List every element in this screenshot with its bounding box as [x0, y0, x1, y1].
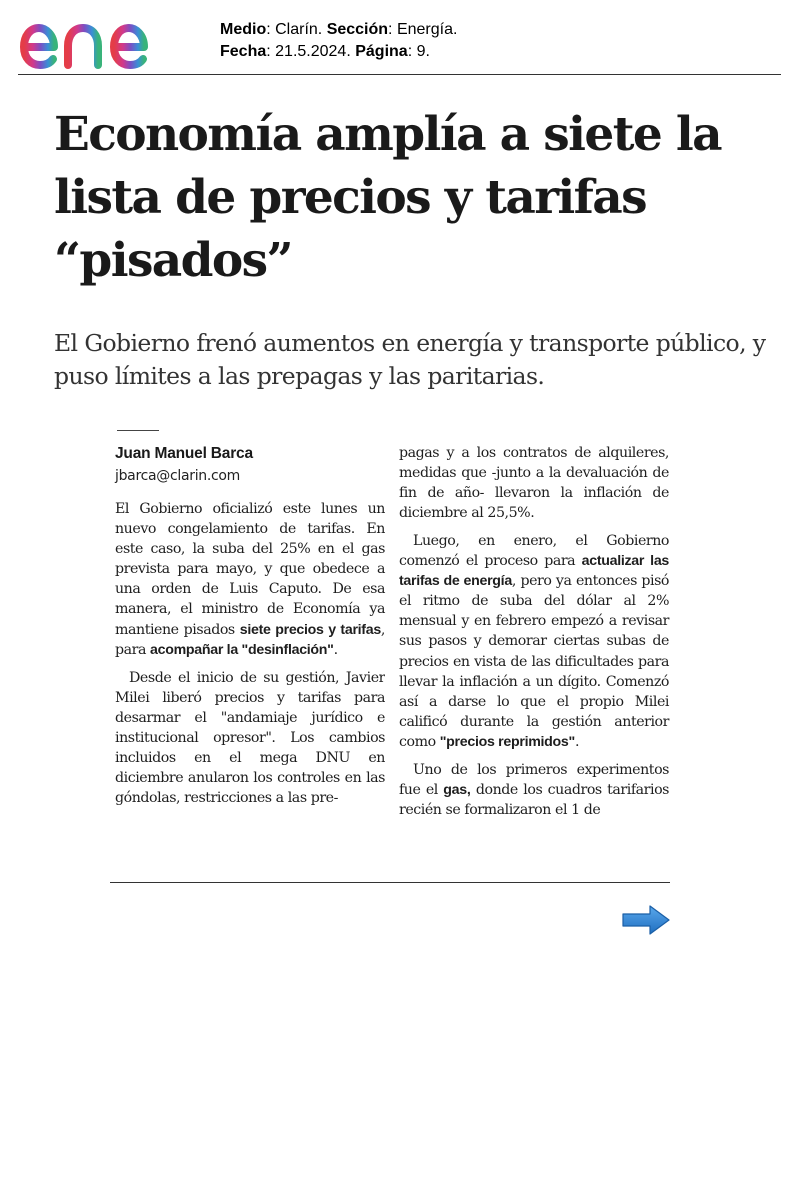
pagina-label: Página: [355, 43, 408, 60]
byline-rule: [117, 430, 159, 431]
article-subhead: El Gobierno frenó aumentos en energía y transporte público, y puso límites a las prepagas y las paritarias.: [54, 329, 766, 390]
article-column-2: [399, 443, 669, 820]
p2-continued-text: pagas y a los contratos de alquileres, medidas que -junto a la devaluación de fin de año- llevaron la inflación de diciembre al 25,5%.: [399, 445, 669, 522]
paragraph-3: [399, 531, 669, 752]
p4-text-c: donde los cuadros tarifarios recién se formalizaron el 1 de: [399, 782, 669, 819]
author-name: Juan Manuel Barca: [115, 445, 253, 462]
p1-highlight-siete-precios: siete precios y tarifas: [239, 621, 381, 638]
paragraph-2: Desde el inicio de su gestión, Javier Milei liberó precios y tarifas para desarmar el "andamiaje jurídico e institucional opresor". Los cambios incluidos en el mega DNU en diciembre anularon los controles en las góndolas, restricciones a las pre-: [115, 669, 385, 807]
medio-label: Medio: [220, 21, 267, 38]
meta-line-2: [220, 41, 457, 63]
p3-highlight-precios-reprimidos: "precios reprimidos": [439, 733, 575, 750]
article-column-1: [115, 443, 385, 830]
enel-logo: [18, 6, 190, 72]
p1-highlight-desinflacion: acompañar la "desinflación": [150, 641, 334, 658]
article-bottom-divider: [110, 882, 670, 883]
p3-text-c: , pero ya entonces pisó el ritmo de suba del dólar al 2% mensual y en febrero empezó a revisar sus pasos y demorar ciertas subas de precios en vista de las dificultades para llevar la inflación a un dígito. Comenzó así a darse lo que el propio Milei calificó durante la gestión anterior como: [399, 573, 670, 750]
article-headline: Economía amplía a siete la lista de precios y tarifas “pisados”: [54, 107, 722, 288]
author-email: jbarca@clarin.com: [115, 468, 241, 484]
publication-meta: [220, 19, 457, 63]
fecha-value: : 21.5.2024.: [266, 43, 356, 60]
paragraph-1: [115, 499, 385, 660]
meta-line-1: [220, 19, 457, 41]
paragraph-4: [399, 760, 669, 820]
p3-text-a: Luego, en enero, el Gobierno comenzó el proceso para: [399, 533, 669, 570]
header-divider: [18, 74, 781, 75]
medio-value: : Clarín.: [266, 21, 327, 38]
p1-text-a: El Gobierno oficializó este lunes un nuevo congelamiento de tarifas. En este caso, la suba del 25% en el gas prevista para mayo, y que obedece a una orden de Luis Caputo. De esa manera, el ministro de Economía ya mantiene pisados: [115, 501, 385, 638]
pagina-value: : 9.: [407, 43, 430, 60]
seccion-value: : Energía.: [388, 21, 458, 38]
p3-text-e: .: [574, 733, 579, 750]
paragraph-2-continued: [399, 443, 669, 523]
p1-text-c: , para: [115, 621, 385, 658]
p3-highlight-actualizar-tarifas: actualizar las tarifas de energía: [399, 553, 669, 590]
fecha-label: Fecha: [220, 43, 267, 60]
p4-highlight-gas: gas,: [443, 782, 471, 799]
seccion-label: Sección: [326, 21, 389, 38]
p4-text-a: Uno de los primeros experimentos fue el: [399, 762, 669, 799]
arrow-right-icon[interactable]: [620, 902, 672, 938]
p1-text-e: .: [333, 641, 338, 658]
